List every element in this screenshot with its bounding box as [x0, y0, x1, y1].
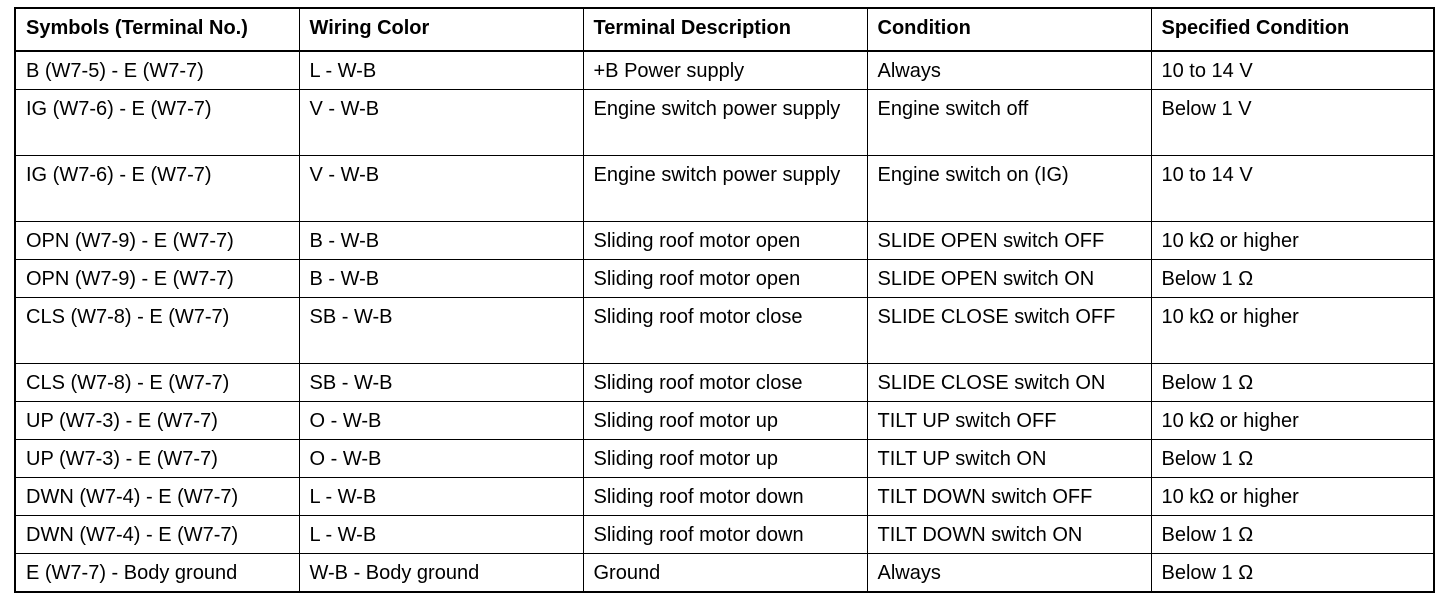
cell-specified-condition: Below 1 V — [1151, 90, 1434, 156]
cell-symbols: DWN (W7-4) - E (W7-7) — [15, 478, 299, 516]
cell-symbols: IG (W7-6) - E (W7-7) — [15, 156, 299, 222]
cell-wiring-color: SB - W-B — [299, 364, 583, 402]
cell-specified-condition: 10 kΩ or higher — [1151, 478, 1434, 516]
header-symbols: Symbols (Terminal No.) — [15, 8, 299, 51]
cell-specified-condition: 10 to 14 V — [1151, 156, 1434, 222]
table-row — [15, 260, 1434, 298]
cell-terminal-description: +B Power supply — [583, 51, 867, 90]
cell-condition: TILT UP switch ON — [867, 440, 1151, 478]
cell-condition: Always — [867, 554, 1151, 593]
cell-symbols: B (W7-5) - E (W7-7) — [15, 51, 299, 90]
cell-specified-condition: 10 kΩ or higher — [1151, 402, 1434, 440]
header-specified-condition: Specified Condition — [1151, 8, 1434, 51]
cell-symbols: IG (W7-6) - E (W7-7) — [15, 90, 299, 156]
table-row — [15, 51, 1434, 90]
cell-specified-condition: 10 kΩ or higher — [1151, 222, 1434, 260]
cell-condition: TILT UP switch OFF — [867, 402, 1151, 440]
cell-specified-condition: Below 1 Ω — [1151, 554, 1434, 593]
cell-wiring-color: SB - W-B — [299, 298, 583, 364]
table-row — [15, 402, 1434, 440]
cell-symbols: DWN (W7-4) - E (W7-7) — [15, 516, 299, 554]
cell-condition: SLIDE CLOSE switch OFF — [867, 298, 1151, 364]
cell-symbols: UP (W7-3) - E (W7-7) — [15, 402, 299, 440]
cell-terminal-description: Sliding roof motor open — [583, 222, 867, 260]
cell-condition: SLIDE CLOSE switch ON — [867, 364, 1151, 402]
cell-specified-condition: Below 1 Ω — [1151, 364, 1434, 402]
cell-specified-condition: Below 1 Ω — [1151, 260, 1434, 298]
cell-specified-condition: Below 1 Ω — [1151, 440, 1434, 478]
terminal-spec-table — [14, 7, 1435, 593]
cell-terminal-description: Sliding roof motor down — [583, 478, 867, 516]
cell-wiring-color: V - W-B — [299, 156, 583, 222]
header-terminal-description: Terminal Description — [583, 8, 867, 51]
header-wiring-color: Wiring Color — [299, 8, 583, 51]
cell-terminal-description: Sliding roof motor up — [583, 402, 867, 440]
cell-terminal-description: Sliding roof motor down — [583, 516, 867, 554]
cell-wiring-color: V - W-B — [299, 90, 583, 156]
cell-symbols: OPN (W7-9) - E (W7-7) — [15, 260, 299, 298]
cell-terminal-description: Sliding roof motor up — [583, 440, 867, 478]
cell-wiring-color: L - W-B — [299, 478, 583, 516]
cell-specified-condition: 10 kΩ or higher — [1151, 298, 1434, 364]
table-row — [15, 364, 1434, 402]
cell-specified-condition: 10 to 14 V — [1151, 51, 1434, 90]
cell-wiring-color: B - W-B — [299, 260, 583, 298]
cell-terminal-description: Sliding roof motor open — [583, 260, 867, 298]
table-row — [15, 440, 1434, 478]
table-row — [15, 554, 1434, 593]
cell-wiring-color: O - W-B — [299, 440, 583, 478]
table-row — [15, 478, 1434, 516]
cell-wiring-color: L - W-B — [299, 51, 583, 90]
cell-terminal-description: Sliding roof motor close — [583, 298, 867, 364]
cell-condition: Engine switch off — [867, 90, 1151, 156]
cell-symbols: CLS (W7-8) - E (W7-7) — [15, 298, 299, 364]
cell-condition: TILT DOWN switch ON — [867, 516, 1151, 554]
header-condition: Condition — [867, 8, 1151, 51]
cell-wiring-color: L - W-B — [299, 516, 583, 554]
cell-wiring-color: B - W-B — [299, 222, 583, 260]
table-container — [14, 7, 1435, 593]
cell-symbols: UP (W7-3) - E (W7-7) — [15, 440, 299, 478]
header-row — [15, 8, 1434, 51]
table-row — [15, 222, 1434, 260]
cell-condition: Engine switch on (IG) — [867, 156, 1151, 222]
cell-condition: TILT DOWN switch OFF — [867, 478, 1151, 516]
table-row — [15, 156, 1434, 222]
cell-symbols: E (W7-7) - Body ground — [15, 554, 299, 593]
cell-terminal-description: Engine switch power supply — [583, 156, 867, 222]
cell-terminal-description: Ground — [583, 554, 867, 593]
cell-symbols: CLS (W7-8) - E (W7-7) — [15, 364, 299, 402]
cell-terminal-description: Engine switch power supply — [583, 90, 867, 156]
table-row — [15, 90, 1434, 156]
table-row — [15, 298, 1434, 364]
cell-specified-condition: Below 1 Ω — [1151, 516, 1434, 554]
cell-symbols: OPN (W7-9) - E (W7-7) — [15, 222, 299, 260]
cell-terminal-description: Sliding roof motor close — [583, 364, 867, 402]
cell-wiring-color: W-B - Body ground — [299, 554, 583, 593]
cell-condition: SLIDE OPEN switch ON — [867, 260, 1151, 298]
cell-condition: SLIDE OPEN switch OFF — [867, 222, 1151, 260]
cell-condition: Always — [867, 51, 1151, 90]
table-row — [15, 516, 1434, 554]
cell-wiring-color: O - W-B — [299, 402, 583, 440]
